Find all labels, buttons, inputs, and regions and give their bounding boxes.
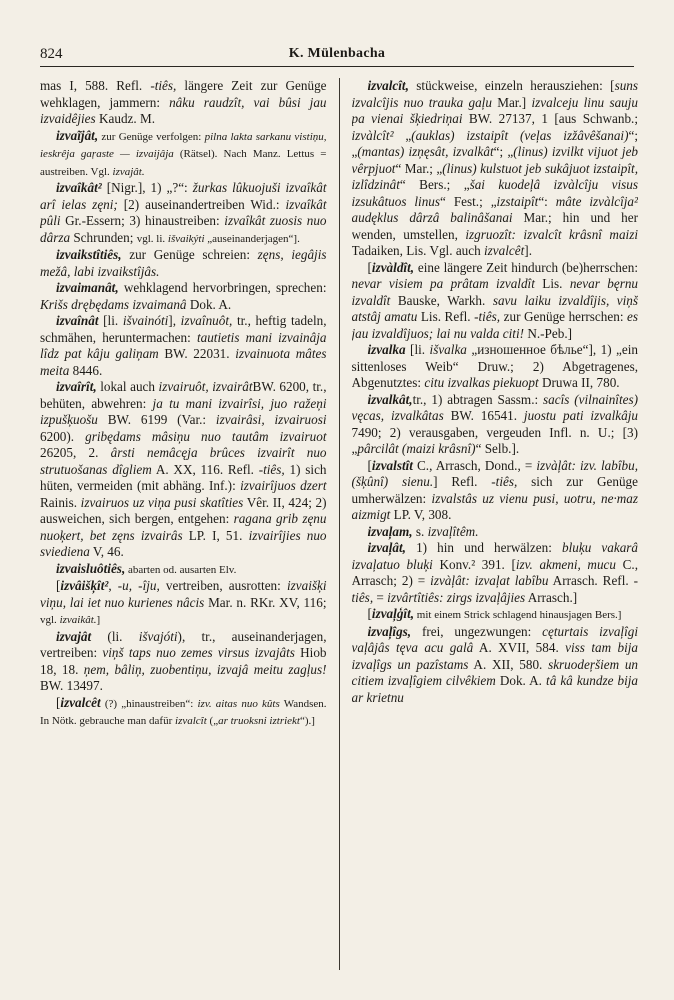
entry-text: (Rätsel). Nach Manz. Lettus = austreiben. Vgl. (40, 148, 327, 178)
entry-text: Dok. A. (495, 673, 547, 688)
entry-text: Mar.] (491, 94, 532, 110)
entry-text: [Nigr.], 1) „?“: (101, 180, 193, 195)
text-columns (40, 78, 638, 970)
entry-text: ]. (524, 243, 532, 258)
dictionary-entry (40, 280, 327, 313)
entry-text: izvàļât: izvaļat labîbu (430, 573, 549, 588)
entry-text: 1) sich hüten, vermeiden (mit abhäng. Inf.): (40, 461, 327, 493)
entry-text: išvalka (429, 342, 467, 357)
entry-text: A. XII, 580. (468, 656, 549, 672)
entry-text: A. XX, 116. Refl. (151, 461, 259, 477)
entry-text: šai kuodeļâ izvàlcîju visus izsukâtuos linus (351, 177, 639, 209)
entry-text: (mantas) izņęsât, izvalkât (357, 144, 494, 159)
entry-text: Lis. Refl. (417, 309, 475, 324)
dictionary-entry (40, 180, 327, 247)
entry-text: nâku raudzît, vai bûsi jau izvaidêjies (40, 94, 327, 126)
entry-text: ar truoksni iztriekt (218, 715, 300, 727)
entry-text: es jau izvaldîjuos; lai nu valda citi! (351, 309, 639, 341)
entry-headword: izvaļģît, (371, 606, 415, 621)
entry-text: (li. (91, 628, 139, 644)
entry-text: -tiês, (351, 573, 639, 605)
entry-text: ragana grib zęnu nuoķert, bet zęns izvairâs (40, 511, 327, 543)
entry-text: viss tam bija izvaļîgs un pazîstams (351, 640, 639, 672)
entry-text: tr., heftig tadeln, schmähen, heruntermachen: (40, 313, 327, 345)
entry-text: Mar. n. RKr. XV, 116; (204, 594, 327, 610)
entry-headword: izvâišķît² (60, 578, 109, 593)
entry-text: “).] (299, 715, 315, 727)
entry-text: žurkas lûkuojuši izvaîkât arî ielas zęni; (40, 180, 327, 212)
entry-text: izvaikât. (59, 614, 97, 626)
entry-text: izvairîjuos dzert (240, 478, 327, 493)
dictionary-entry (40, 578, 327, 629)
entry-text: izvàļât: izv. labîbu, (šķûnî) sienu. (351, 457, 638, 489)
entry-text: längere Zeit zur Genüge wehklagen, jammern: (40, 78, 327, 110)
entry-text: izvaišķi viņu, lai iet nuo kurienes nâcis (40, 578, 327, 610)
entry-text: Konv.² 391. [ (432, 556, 516, 572)
dictionary-entry (352, 606, 639, 624)
entry-text: wehklagend hervorbringen, sprechen: (118, 280, 327, 295)
entry-text: vgl. (40, 614, 60, 626)
entry-text: skruodeŗšiem un citiem izvaļîgiem cilvêkiem (351, 656, 639, 688)
entry-text: nevar visiem pa prâtam izvaldît (351, 276, 535, 291)
entry-text: (?) „hinaustreiben“: (100, 697, 198, 710)
entry-headword: izvajât (56, 628, 92, 644)
entry-text: viņš taps nuo zemes virsus izvajâts (102, 645, 295, 660)
left-column (40, 78, 327, 970)
entry-text: vertreiben, ausrotten: (159, 578, 287, 593)
entry-text: izvainuota mâtes meita (40, 346, 327, 378)
entry-text: “ Bers.; „ (399, 177, 470, 192)
right-column (352, 78, 639, 970)
entry-text: LP. I, 51. (182, 527, 249, 543)
entry-text: mit einem Strick schlagend hinausjagen Bers.] (414, 609, 622, 621)
entry-text: „auseinanderjagen“]. (204, 232, 300, 245)
entry-text: zęns, iegâjis mežâ, labi izvaikstîjâs. (40, 247, 327, 279)
entry-text: pilna lakta sarkanu vistiņu, ieskrêja gaŗaste — izvaijâja (40, 130, 327, 160)
entry-text: izvàlcît² (351, 127, 394, 143)
entry-text: „изношенное бѣлье“], 1) „ein sittenloses Weib“ Druw.; 2) Abgetragenes, Abgenutztes: (351, 342, 639, 390)
entry-text: frei, ungezwungen: (411, 623, 543, 639)
entry-text: zur Genüge schreien: (121, 247, 258, 262)
dictionary-entry (40, 629, 327, 695)
entry-text: izvalcêt (484, 243, 525, 258)
entry-text: izvalstâs uz vienu pusi, uotru, ne·maz aizmigt (351, 490, 639, 522)
entry-text: izvairîjies nuo sviediena (40, 527, 327, 559)
entry-text: Kaudz. M. (95, 111, 156, 126)
dictionary-entry (40, 379, 327, 561)
page-number: 824 (40, 46, 63, 62)
entry-text: -u, -îju, (117, 578, 160, 593)
entry-text: (auklas) izstaipît (veļas izžâvêšanai) (411, 127, 629, 143)
entry-headword: izvaļîgs, (367, 623, 412, 639)
entry-headword: izvaļam, (367, 523, 413, 539)
entry-text: 8446. (69, 362, 103, 378)
entry-text: izvalceju linu sauju pa vienai šķiedriņai (351, 94, 639, 126)
entry-text: izvârtîtiês: zirgs izvaļâjies (387, 589, 526, 605)
entry-text: tâ kâ kundze bija ar krietnu (351, 673, 638, 705)
entry-text: N.-Peb.] (524, 325, 573, 341)
dictionary-entry (40, 78, 327, 128)
dictionary-entry (352, 260, 639, 343)
entry-text: izvairuôt, izvairât (158, 379, 253, 394)
entry-headword: izvàldît, (371, 259, 415, 275)
dictionary-entry (40, 313, 327, 379)
entry-text: -tiês, (491, 474, 518, 489)
entry-text: (linus) kulstuot jeb sukâjuot izstaipît, izlîdzinât (351, 160, 639, 192)
entry-text: A. XVII, 584. (473, 640, 566, 655)
entry-headword: izvalkât, (367, 391, 413, 407)
entry-text: 1) hin und herwälzen: (405, 540, 562, 555)
entry-headword: izvaîrît, (56, 379, 97, 394)
entry-text: eine längere Zeit hindurch (be)herrschen: (414, 259, 639, 275)
entry-text: Gr.-Essern; 3) hinaustreiben: (60, 213, 225, 228)
entry-text: izvaînuôt, (180, 313, 233, 328)
entry-text: izvaļîtêm. (427, 523, 479, 539)
entry-text: izvairâsi, izvairuosi (215, 412, 327, 427)
entry-text: išvaikýti (167, 232, 205, 245)
entry-text: Rainis. (40, 494, 81, 510)
entry-text: pârcilât (maizi krâsnî) (357, 441, 476, 456)
entry-headword: izvalstît (371, 457, 413, 473)
dictionary-entry (40, 128, 327, 181)
entry-text: LP. V, 308. (390, 507, 452, 522)
entry-text: citu izvalkas piekuopt (424, 375, 539, 390)
entry-text: -tiês, (258, 461, 285, 477)
entry-text: gribędams mâsiņu nuo tautâm izvairuot (85, 428, 327, 444)
entry-text: Schrunden; (70, 229, 137, 245)
entry-text: lokal auch (96, 379, 159, 394)
entry-text: sich zur Genüge umherwälzen: (351, 474, 639, 506)
entry-text: išvajóti (138, 628, 178, 644)
entry-text: bluķu vakarâ izvaļatuo bluķi (351, 540, 639, 572)
entry-text: ja tu mani izvairîsi, juo ražeņi izpušķuošu (40, 395, 327, 427)
entry-text: vgl. li. (136, 232, 168, 245)
entry-text: [ (56, 694, 61, 710)
dictionary-entry (352, 524, 639, 541)
entry-text: izvajât. (112, 165, 145, 178)
entry-text: BW. 6199 (Var.: (97, 412, 216, 427)
entry-text: “; „ (493, 144, 514, 159)
entry-text: 26205, 2. (40, 445, 111, 460)
dictionary-entry (40, 695, 327, 730)
entry-text: [li. (98, 313, 123, 328)
entry-headword: izvaimanât, (56, 280, 119, 295)
entry-text: [ (367, 259, 372, 275)
page-header (40, 40, 634, 67)
entry-text: [ (56, 578, 61, 593)
dictionary-entry (352, 392, 639, 458)
entry-text: sacîs (vilnainîtes) vęcas, izvalkâtas (351, 391, 639, 423)
entry-text: mas I, 588. Refl. (40, 78, 151, 93)
dictionary-entry (352, 540, 639, 606)
entry-text: Mar.; hin und her wenden, umstellen, (351, 210, 639, 242)
entry-text: mâte izvàlcîja² audęklus dârzâ balinâšanai (351, 193, 638, 225)
entry-text: BW. 27137, 1 [aus Schwanb.; (462, 111, 639, 126)
entry-text: Dok. A. (186, 296, 232, 312)
entry-text: izvairuos uz viņa pusi skatîties (80, 494, 244, 510)
entry-text: “ Mar.; „ (395, 160, 443, 176)
entry-text: C., Arrasch; 2) = (351, 556, 639, 588)
entry-text: V, 46. (89, 544, 124, 559)
entry-headword: izvaĩjât, (56, 127, 99, 143)
entry-text: -tiês, (474, 309, 501, 324)
entry-text: zur Genüge herrschen: (500, 309, 628, 324)
dictionary-entry (352, 458, 639, 524)
entry-text: tautietis mani izvainâja lîdz pat kâju galiņam (40, 329, 327, 361)
entry-text: = (373, 589, 388, 605)
entry-text: išvainóti (122, 313, 169, 328)
entry-text: izvaîkât zuosis nuo dârza (40, 213, 327, 245)
entry-text: Hiob 18, 18. (40, 645, 327, 677)
entry-text: s. (412, 523, 428, 539)
entry-text: (linus) izvilkt vijuot jeb vêrpjuot (351, 144, 639, 176)
entry-text: ), tr., auseinanderjagen, vertreiben: (40, 628, 327, 660)
entry-text: izvalcît (175, 715, 207, 727)
entry-text: („ (206, 715, 219, 727)
entry-text: stückweise, einzeln herausziehen: [ (408, 78, 615, 93)
entry-text: juostu pati izvalkâju (523, 408, 639, 423)
running-title: K. Mülenbacha (288, 46, 386, 61)
entry-text: Arrasch. Refl. (548, 573, 634, 588)
entry-text: 7490; 2) verausgaben, vergeuden Infl. n. U.; [3) „ (351, 424, 639, 456)
dictionary-entry (40, 247, 327, 280)
entry-headword: izvalka (367, 342, 406, 357)
entry-text: izvaîkât pûli (40, 196, 327, 228)
entry-headword: izvaînât (56, 313, 99, 328)
dictionary-entry (352, 78, 639, 260)
entry-text: [ (367, 457, 372, 473)
entry-text: “: (538, 193, 556, 209)
entry-text: BW. 6200, tr., behüten, abwehren: (40, 379, 327, 411)
entry-text: [2) auseinandertreiben Wid.: (117, 196, 286, 212)
column-divider (339, 78, 340, 970)
entry-text: “ Selb.]. (475, 441, 520, 456)
entry-text: cęturtais izvaļîgi vaļâjâs tęva acu galâ (351, 623, 639, 655)
entry-text: „ (393, 127, 412, 143)
entry-text: Krišs drębędams izvaimanâ (40, 296, 187, 312)
entry-headword: izvaîkât² (56, 180, 102, 195)
entry-text: , (108, 578, 118, 593)
entry-text: ņem, bâliņ, zuobentiņu, izvajâ meitu zagļus! (83, 661, 327, 677)
entry-text: “; „ (351, 127, 639, 159)
entry-text: [li. (405, 342, 430, 357)
entry-headword: izvaikstîtiês, (56, 247, 122, 262)
entry-text: Druwa II, 780. (538, 375, 620, 390)
entry-text: Wandsen. In Nötk. gebrauche man dafür (40, 697, 327, 727)
entry-text: izgruozît: izvalcît krâsnî maizi (465, 226, 639, 242)
entry-headword: izvalcît, (367, 78, 409, 93)
dictionary-entry (352, 342, 639, 392)
entry-text: 6200). (40, 428, 86, 444)
entry-text: Bauske, Warkh. (390, 292, 493, 308)
entry-text: Lis. (534, 276, 570, 291)
entry-text: ], (168, 313, 181, 328)
entry-text: ârsti nemâcęja brûces izvairît nuo strutuošanas dîgliem (40, 445, 327, 477)
entry-text: [ (367, 606, 372, 621)
entry-headword: izvalcêt (60, 694, 101, 710)
entry-text: -tiês, (150, 78, 177, 93)
entry-text: Tadaiken, Lis. Vgl. auch (351, 243, 485, 258)
entry-text: abarten od. ausarten Elv. (125, 563, 237, 576)
entry-text: ] (96, 614, 101, 626)
entry-text: Vêr. II, 424; 2) ausweichen, sich bergen, entgehen: (40, 494, 327, 526)
entry-text: tr., 1) abtragen Sassm.: (412, 391, 544, 407)
entry-text: Arrasch.] (525, 589, 578, 605)
entry-text: izstaipît (496, 193, 539, 209)
dictionary-entry (352, 624, 639, 707)
entry-headword: izvaisluôtiês, (56, 560, 126, 576)
entry-text: izv. akmeni, mucu (515, 556, 616, 572)
entry-text: izv. aitas nuo kûts (197, 697, 280, 710)
entry-text: BW. 16541. (443, 408, 524, 423)
entry-text: ] Refl. (433, 474, 492, 489)
entry-text: savu laiku izvaldîjis, viņš atstâj amatu (351, 292, 639, 324)
entry-text: C., Arrasch, Dond., = (412, 457, 537, 473)
entry-text: zur Genüge verfolgen: (98, 130, 205, 143)
dictionary-entry (40, 561, 327, 579)
entry-headword: izvaļât, (367, 540, 406, 555)
entry-text: suns izvalcîjis nuo trauka gaļu (351, 78, 639, 110)
entry-text: BW. 13497. (40, 678, 103, 693)
entry-text: nevar bęrnu izvaldît (351, 276, 639, 308)
entry-text: “ Fest.; „ (440, 193, 497, 209)
entry-text: BW. 22031. (158, 346, 236, 361)
